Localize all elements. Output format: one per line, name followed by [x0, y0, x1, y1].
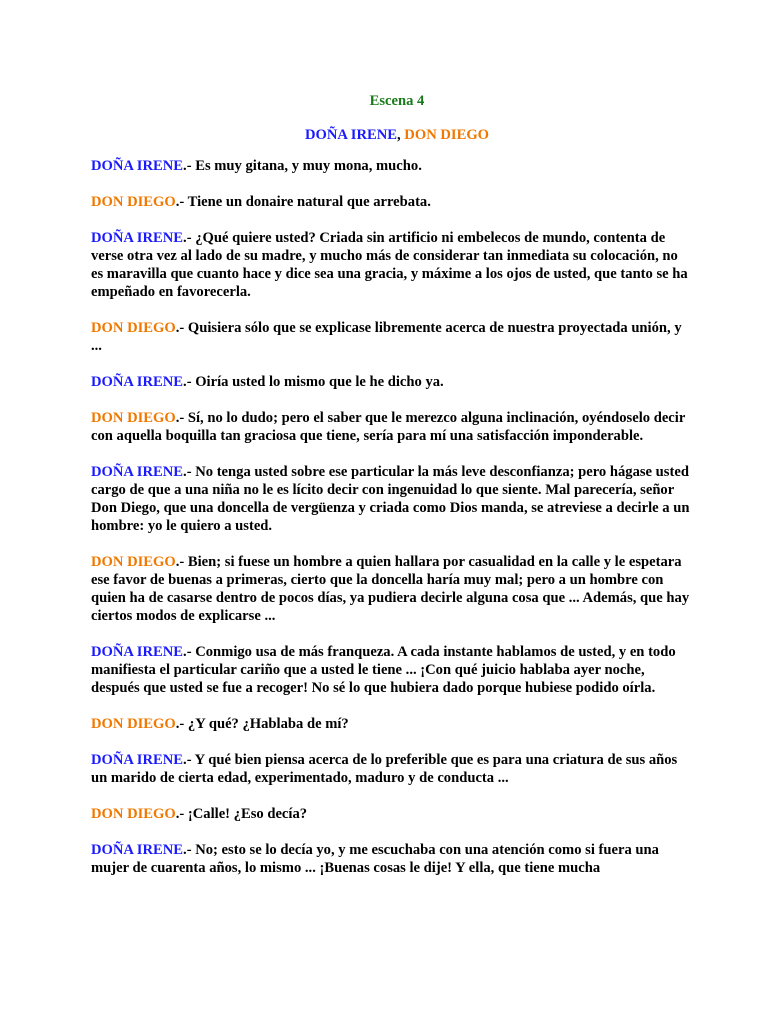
- dialogue-text: .- Sí, no lo dudo; pero el saber que le merezco alguna inclinación, oyéndoselo decir con aquella boquilla tan graciosa que tiene, sería para mí una satisfacción imponderable.: [91, 410, 686, 444]
- dialogue-text: .- Quisiera sólo que se explicase libremente acerca de nuestra proyectada unión, y ...: [91, 320, 682, 354]
- dialogue-text: .- Es muy gitana, y muy mona, mucho.: [183, 158, 422, 174]
- document-page: [91, 88, 691, 877]
- dialogue-line: [91, 751, 691, 787]
- dialogue-text: .- ¿Qué quiere usted? Criada sin artificio ni embelecos de mundo, contenta de verse otra vez al lado de su madre, y mucho más de considerar tan inmediata su colocación, no es maravilla que cuanto hace y dice sea una gracia, y máxime a los ojos de usted, que tanto se ha empeñado en favorecerla.: [91, 230, 688, 300]
- dialogue-line: [91, 643, 691, 697]
- speaker-name: DOÑA IRENE: [91, 644, 184, 660]
- dialogue-line: [91, 193, 691, 211]
- dialogue-line: [91, 229, 691, 301]
- speaker-name: DON DIEGO: [91, 554, 176, 570]
- speaker-name: DOÑA IRENE: [91, 752, 184, 768]
- speaker-name: DOÑA IRENE: [91, 230, 184, 246]
- dialogue-text: .- No tenga usted sobre ese particular la más leve desconfianza; pero hágase usted cargo de que a una niña no le es lícito decir con ingenuidad lo que siente. Mal parecería, señor Don Diego, que una doncella de vergüenza y criada como Dios manda, se atreviese a decirle a un hombre: yo le quiero a usted.: [91, 464, 690, 534]
- dialogue: [91, 157, 691, 877]
- cast-irene: DOÑA IRENE: [304, 127, 397, 143]
- dialogue-line: [91, 373, 691, 391]
- dialogue-line: [91, 409, 691, 445]
- dialogue-line: [91, 319, 691, 355]
- speaker-name: DOÑA IRENE: [91, 464, 184, 480]
- dialogue-line: [91, 463, 691, 535]
- cast-separator: ,: [397, 127, 405, 143]
- speaker-name: DOÑA IRENE: [91, 158, 184, 174]
- dialogue-line: [91, 553, 691, 625]
- dialogue-line: [91, 715, 691, 733]
- dialogue-text: .- Conmigo usa de más franqueza. A cada instante hablamos de usted, y en todo manifiesta el particular cariño que a usted le tiene ... ¡Con qué juicio hablaba ayer noche, después que usted se fue a recoger! No sé lo que hubiera dado porque hubiese podido oírla.: [91, 644, 676, 696]
- dialogue-text: .- ¿Y qué? ¿Hablaba de mí?: [175, 716, 349, 732]
- dialogue-text: .- Y qué bien piensa acerca de lo preferible que es para una criatura de sus años un marido de cierta edad, experimentado, maduro y de conducta ...: [91, 752, 678, 786]
- speaker-name: DON DIEGO: [91, 716, 176, 732]
- dialogue-text: .- No; esto se lo decía yo, y me escuchaba con una atención como si fuera una mujer de cuarenta años, lo mismo ... ¡Buenas cosas le dije! Y ella, que tiene mucha: [91, 842, 659, 876]
- scene-title: Escena 4: [369, 93, 425, 109]
- dialogue-text: .- Oiría usted lo mismo que le he dicho ya.: [183, 374, 444, 390]
- speaker-name: DON DIEGO: [91, 410, 176, 426]
- cast-diego: DON DIEGO: [404, 127, 490, 143]
- speaker-name: DOÑA IRENE: [91, 842, 184, 858]
- dialogue-text: .- Bien; si fuese un hombre a quien hallara por casualidad en la calle y le espetara ese favor de buenas a primeras, cierto que la doncella haría muy mal; pero a un hombre con quien ha de casarse dentro de pocos días, ya pudiera decirle alguna cosa que ... Además, que hay ciertos modos de explicarse ...: [91, 554, 690, 624]
- dialogue-line: [91, 841, 691, 877]
- speaker-name: DON DIEGO: [91, 194, 176, 210]
- speaker-name: DON DIEGO: [91, 806, 176, 822]
- speaker-name: DOÑA IRENE: [91, 374, 184, 390]
- dialogue-line: [91, 157, 691, 175]
- dialogue-text: .- Tiene un donaire natural que arrebata.: [175, 194, 431, 210]
- cast-list: [103, 122, 691, 148]
- dialogue-line: [91, 805, 691, 823]
- dialogue-text: .- ¡Calle! ¿Eso decía?: [175, 806, 308, 822]
- speaker-name: DON DIEGO: [91, 320, 176, 336]
